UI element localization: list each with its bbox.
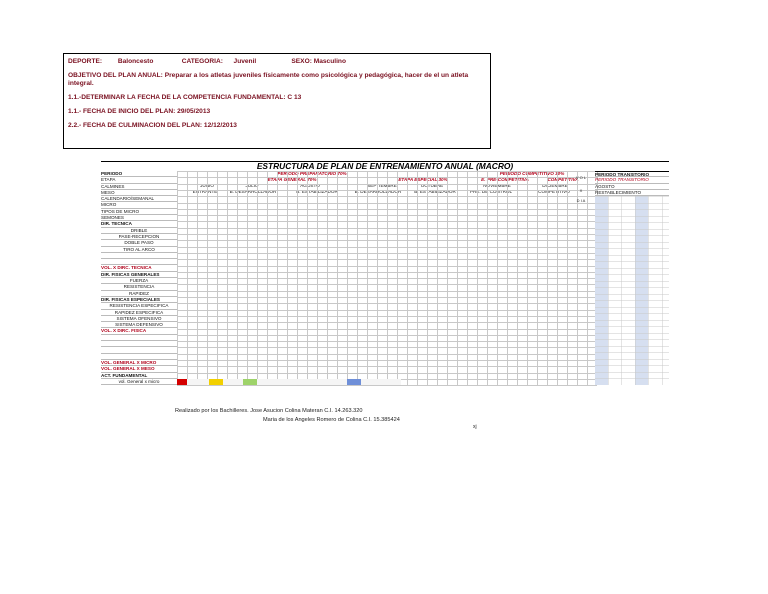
month-octubre: OCTUBRE xyxy=(420,183,444,188)
transitorio-header: PERIODO TRANSITORIO xyxy=(595,171,669,177)
credits-line-1: Realizado por los Bachilleres. Jose Asucion Colina Materan C.I. 14.263.320 xyxy=(175,408,363,414)
grid-row-line xyxy=(177,221,597,222)
row-label: TIRO AL ARCO xyxy=(101,247,177,253)
meso-competitivo: COMPETITIVO xyxy=(538,189,570,194)
grid-row-line xyxy=(177,366,597,367)
grid-row-line xyxy=(177,177,597,178)
grid-row-line xyxy=(177,329,597,330)
row-label: DIR. TECNICA xyxy=(101,221,177,227)
sexo-value: SEXO: Masculino xyxy=(291,58,346,65)
strip-cell xyxy=(223,379,243,385)
transitorio-mes: AGOSTO xyxy=(595,184,669,190)
row-label: ETAPA xyxy=(101,177,177,183)
row-label: CALENDARIO/SEMANAL xyxy=(101,196,177,202)
row-label: VOL. X DIRC. FISICA xyxy=(101,328,177,334)
dia-text: D I A xyxy=(576,198,586,203)
row-label: SISTEMA OFENSIVO xyxy=(101,316,177,322)
grid-row-line xyxy=(177,253,597,254)
grid-row-line xyxy=(177,196,597,197)
categoria-value: Juvenil xyxy=(233,58,257,65)
meso-entrante: ENTRANTE xyxy=(192,189,218,194)
grid-row-line xyxy=(177,266,597,267)
strip-cell xyxy=(347,379,361,385)
grid-row-line xyxy=(177,228,597,229)
strip-cell xyxy=(243,379,257,385)
row-label: vol. General x micro xyxy=(101,379,177,385)
row-label: PASE-RECEPCION xyxy=(101,234,177,240)
meso-b-estabilizador-2: B. ESTABILIZADOR xyxy=(414,189,456,194)
credits-line-2: Maria de los Angeles Romero de Colina C.I. 15.385424 xyxy=(263,417,400,423)
grid-row-line xyxy=(177,360,597,361)
grid-row-line xyxy=(177,190,597,191)
grid-row-line xyxy=(177,347,597,348)
row-label: RESISTENCIA ESPECIFICA xyxy=(101,303,177,309)
deporte-label: DEPORTE: xyxy=(68,58,103,65)
row-label: RESISTENCIA xyxy=(101,284,177,290)
row-label: DOBLE PASO xyxy=(101,240,177,246)
strip-cell xyxy=(257,379,347,385)
row-label: MESO xyxy=(101,190,177,196)
grid-row-line xyxy=(177,203,597,204)
month-junio: JUNIO xyxy=(200,183,214,188)
grid-row-line xyxy=(177,303,597,304)
grid-row-line xyxy=(177,322,597,323)
grid-row-line xyxy=(177,310,597,311)
periodo-preparatorio: PERIODO PREPARATORIO 70% xyxy=(277,171,347,176)
grid-row-line xyxy=(177,335,597,336)
competencia-text: 1.1.-DETERMINAR LA FECHA DE LA COMPETENCIA FUNDAMENTAL: C 13 xyxy=(68,94,302,101)
meso-pre-de-control: PRE. DE CONTROL xyxy=(469,189,513,194)
row-label: FUERZA xyxy=(101,278,177,284)
grid-row-line xyxy=(177,316,597,317)
grid-row-line xyxy=(177,259,597,260)
row-label: TIPOS DE MICRO xyxy=(101,209,177,215)
periodo-transitorio-block xyxy=(595,171,669,385)
grid-row-line xyxy=(177,234,597,235)
month-noviembre: NOVIEMBRE xyxy=(483,183,511,188)
grid-row-line xyxy=(177,354,597,355)
transitorio-etapa: PERIODO TRANSITORIO xyxy=(595,177,669,183)
row-label: CALMINES xyxy=(101,184,177,190)
row-label: VOL. GENERAL X MESO xyxy=(101,366,177,372)
row-label: RAPIDEZ xyxy=(101,291,177,297)
strip-cell xyxy=(177,379,187,385)
info-header-row xyxy=(68,58,486,66)
grid-row-line xyxy=(177,373,597,374)
grid-row-line xyxy=(177,171,597,172)
categoria-label: CATEGORIA: xyxy=(181,58,223,65)
grid-row-line xyxy=(177,385,597,386)
vol-x-dia-label xyxy=(573,175,589,205)
page-number: xj xyxy=(473,424,477,430)
x-text: X xyxy=(579,187,583,193)
macro-plan-sheet xyxy=(101,161,669,387)
objetivo-text: OBJETIVO DEL PLAN ANUAL: Preparar a los atletas juveniles físicamente como psicológica y pedagógica, hacer de el un atleta integral. xyxy=(68,72,469,87)
plan-info-box xyxy=(63,53,491,149)
transitorio-meso: RESTABLECIMIENTO xyxy=(595,190,669,196)
fecha-inicio: 1.1.- FECHA DE INICIO DEL PLAN: 29/05/2013 xyxy=(68,108,211,115)
grid-row-line xyxy=(177,341,597,342)
row-label: VOL. GENERAL X MICRO xyxy=(101,360,177,366)
grid-row-line xyxy=(177,240,597,241)
grid-row-line xyxy=(177,272,597,273)
etapa-general: ETAPA GENERAL 70% xyxy=(267,177,317,182)
grid-row-line xyxy=(177,184,597,185)
plan-grid xyxy=(177,171,597,385)
row-label: VOL. X DIRC. TECNICA xyxy=(101,265,177,271)
vol-text: V O L xyxy=(575,175,587,180)
row-label: MICRO xyxy=(101,202,177,208)
grid-row-line xyxy=(177,215,597,216)
credits xyxy=(175,407,400,425)
row-label: ACT. FUNDAMENTAL xyxy=(101,373,177,379)
strip-cell xyxy=(209,379,223,385)
sheet-title: ESTRUCTURA DE PLAN DE ENTRENAMIENTO ANUAL (MACRO) xyxy=(101,161,669,171)
meso-b-desarrollador-2: B. DESARROLLADOR xyxy=(354,189,402,194)
strip-cell xyxy=(187,379,209,385)
grid-row-line xyxy=(177,291,597,292)
row-label: DRIBLE xyxy=(101,228,177,234)
row-labels xyxy=(101,171,177,385)
row-label: PERIODO xyxy=(101,171,177,177)
month-diciembre: DICIEMBRE xyxy=(542,183,568,188)
row-label: SISTEMA DEFENSIVO xyxy=(101,322,177,328)
deporte-value: Baloncesto xyxy=(117,58,154,65)
periodo-competitivo: PERIODO COMPETITIVO 30% xyxy=(499,171,565,176)
grid-row-line xyxy=(177,278,597,279)
month-julio: JULIO xyxy=(245,183,259,188)
meso-b-estabilizador-1: B. ESTABILIZADOR xyxy=(296,189,338,194)
etapa-especial: ETAPA ESPECIAL 30% xyxy=(398,177,448,182)
month-septiembre: SEPTIEMBRE xyxy=(367,183,397,188)
grid-row-line xyxy=(177,209,597,210)
row-label: DIR. FISICAS GENERALES xyxy=(101,272,177,278)
competitiva: COMPETITIVA xyxy=(547,177,579,182)
row-label: SEMONES xyxy=(101,215,177,221)
strip-cell xyxy=(361,379,401,385)
e-precompetitiva: E. PRE-COMPETITIVA xyxy=(481,177,529,182)
month-agosto: AGOSTO xyxy=(300,183,320,188)
grid-row-line xyxy=(177,284,597,285)
grid-row-line xyxy=(177,297,597,298)
grid-row-line xyxy=(177,247,597,248)
fecha-culminacion: 2.2.- FECHA DE CULMINACION DEL PLAN: 12/12/2013 xyxy=(68,122,237,129)
row-label: RAPIDEZ ESPECIFICA xyxy=(101,310,177,316)
row-label: DIR. FISICAS ESPECIALES xyxy=(101,297,177,303)
meso-b-desarrollador-1: B. DESARROLLADOR xyxy=(229,189,277,194)
